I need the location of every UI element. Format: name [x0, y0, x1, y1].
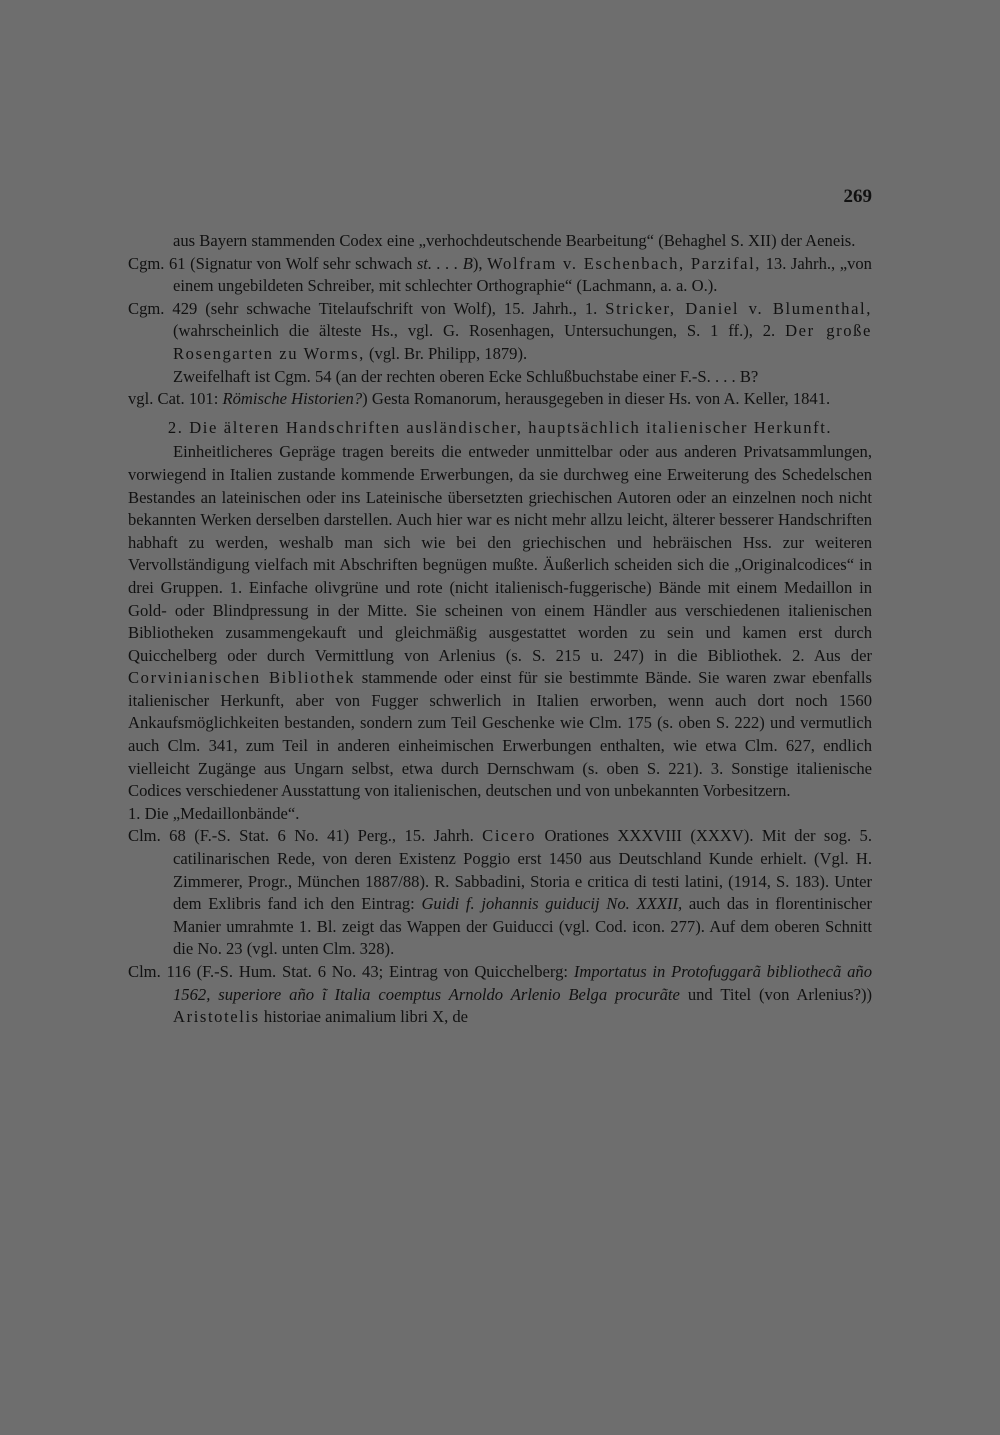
section-heading: 2. Die älteren Handschriften ausländischer, hauptsächlich italienischer Herkunft. [167, 417, 833, 437]
italic-title: Römische Historien? [222, 389, 363, 409]
entry-text: (vgl. Br. Philipp, 1879). [364, 343, 528, 363]
entry-cgm-429 [128, 298, 872, 366]
spaced-title: Stricker, Daniel v. Blumenthal, [605, 298, 872, 318]
entry-clm-116 [128, 961, 872, 1029]
entry-cgm-61 [128, 253, 872, 298]
spaced-title: Corvinianischen Bibliothek [128, 668, 356, 688]
entry-text: Orationes XXXVIII (XXXV). Mit der sog. 5. catilinarischen Rede, von deren Existenz Poggio erst 1450 aus Deutschland Kunde erhielt. (Vgl. H. Zimmerer, Progr., München 1887/88). R. Sabbadini, Storia e critica di testi latini, (1914, S. 183). Unter dem Exlibris fand ich den Eintrag: [173, 826, 872, 914]
body-paragraph [128, 441, 872, 803]
entry-clm-68 [128, 825, 872, 961]
spaced-title: Aristotelis [173, 1007, 260, 1027]
vgl-note [128, 388, 872, 411]
entry-text: Clm. 116 (F.-S. Hum. Stat. 6 No. 43; Eintrag von Quicchelberg: [128, 962, 574, 981]
entry-text: ), [472, 253, 488, 273]
spaced-title: Cicero [482, 826, 537, 846]
entry-text: auch das in florentinischer Manier umrahmte 1. Bl. zeigt das Wappen der Guiducci (vgl. Cod. icon. 277). Auf dem oberen Schnitt die No. 23 (vgl. unten Clm. 328). [173, 894, 872, 959]
entry-text: Clm. 68 (F.-S. Stat. 6 No. 41) Perg., 15. Jahrh. [128, 826, 483, 846]
entry-text: (wahrscheinlich die älteste Hs., vgl. G. Rosenhagen, Untersuchungen, S. 1 ff.), 2. [173, 321, 786, 341]
page-number: 269 [843, 186, 872, 207]
paragraph-text: stammende oder einst für sie bestimmte Bände. Sie waren zwar ebenfalls italienischer Herkunft, aber von Fugger schwerlich in Italien erworben, wenn auch dort noch 1560 Ankaufsmöglichkeiten bestanden, sondern zum Teil Geschenke wie Clm. 175 (s. oben S. 222) und vermutlich auch Clm. 341, zum Teil in anderen einheimischen Erwerbungen enthalten, wie etwa Clm. 627, endlich vielleicht Zugänge aus Ungarn selbst, etwa durch Dernschwam (s. oben S. 221). 3. Sonstige italienische Codices verschiedener Ausstattung von italienischen, deutschen und von unbekannten Vorbesitzern. [128, 668, 872, 801]
spaced-title: Wolfram v. Eschenbach, Parzifal, [487, 253, 762, 273]
italic-inscription: Guidi f. johannis guiducij No. XXXII, [421, 894, 683, 914]
text-body [128, 230, 872, 1029]
paragraph-text: Einheitlicheres Gepräge tragen bereits die entweder unmittelbar oder aus anderen Privatsammlungen, vorwiegend in Italien zustande kommende Erwerbungen, da sie durchweg eine Erweiterung des Schedelschen Bestandes an lateinischen oder ins Lateinische übersetzten griechischen Autoren oder an einzelnen noch nicht bekannten Werken derselben darstellen. Auch hier war es nicht mehr allzu leicht, älterer besserer Handschriften habhaft zu werden, weshalb man sich wie bei den griechischen und hebräischen Hss. zur weiteren Vervollständigung vielfach mit Abschriften begnügen mußte. Äußerlich scheiden sich die „Originalcodices“ in drei Gruppen. 1. Einfache olivgrüne und rote (nicht italienisch-fuggerische) Bände mit einem Medaillon in Gold- oder Blindpressung in der Mitte. Sie scheinen von einem Händler aus verschiedenen italienischen Bibliotheken zusammengekauft und gleichmäßig ausgestattet worden zu sein und kamen erst durch Quicchelberg oder durch Vermittlung von Arlenius (s. S. 215 u. 247) in die Bibliothek. 2. Aus der [128, 442, 872, 665]
entry-text: historiae animalium libri X, de [259, 1007, 469, 1027]
note-text: vgl. Cat. 101: [128, 389, 223, 409]
continuation-paragraph: aus Bayern stammenden Codex eine „verhochdeutschende Bearbeitung“ (Behaghel S. XII) der Aeneis. [173, 231, 856, 250]
note-text: ) Gesta Romanorum, herausgegeben in dieser Hs. von A. Keller, 1841. [362, 389, 831, 409]
entry-text: Cgm. 429 (sehr schwache Titelaufschrift von Wolf), 15. Jahrh., 1. [128, 298, 606, 318]
entry-text: Cgm. 61 (Signatur von Wolf sehr schwach [128, 253, 417, 273]
spaced-title: Der große Rosengarten zu Worms, [173, 321, 872, 363]
entry-text: 13. Jahrh., „von einem ungebildeten Schreiber, mit schlechter Orthographie“ (Lachmann, a. a. O.). [173, 253, 872, 296]
italic-inscription: Importatus in Protofuggarã bibliothecã año 1562, superiore año ĩ Italia coemptus Arnoldo Arlenio Belga procurãte [173, 962, 872, 1004]
doubtful-note: Zweifelhaft ist Cgm. 54 (an der rechten oberen Ecke Schlußbuchstabe einer F.-S. . . . B? [173, 366, 759, 386]
entry-text: und Titel (von Arlenius?)) [679, 984, 872, 1004]
subsection-heading: 1. Die „Medaillonbände“. [128, 803, 300, 823]
signature-italic: st. . . . B [416, 253, 473, 273]
